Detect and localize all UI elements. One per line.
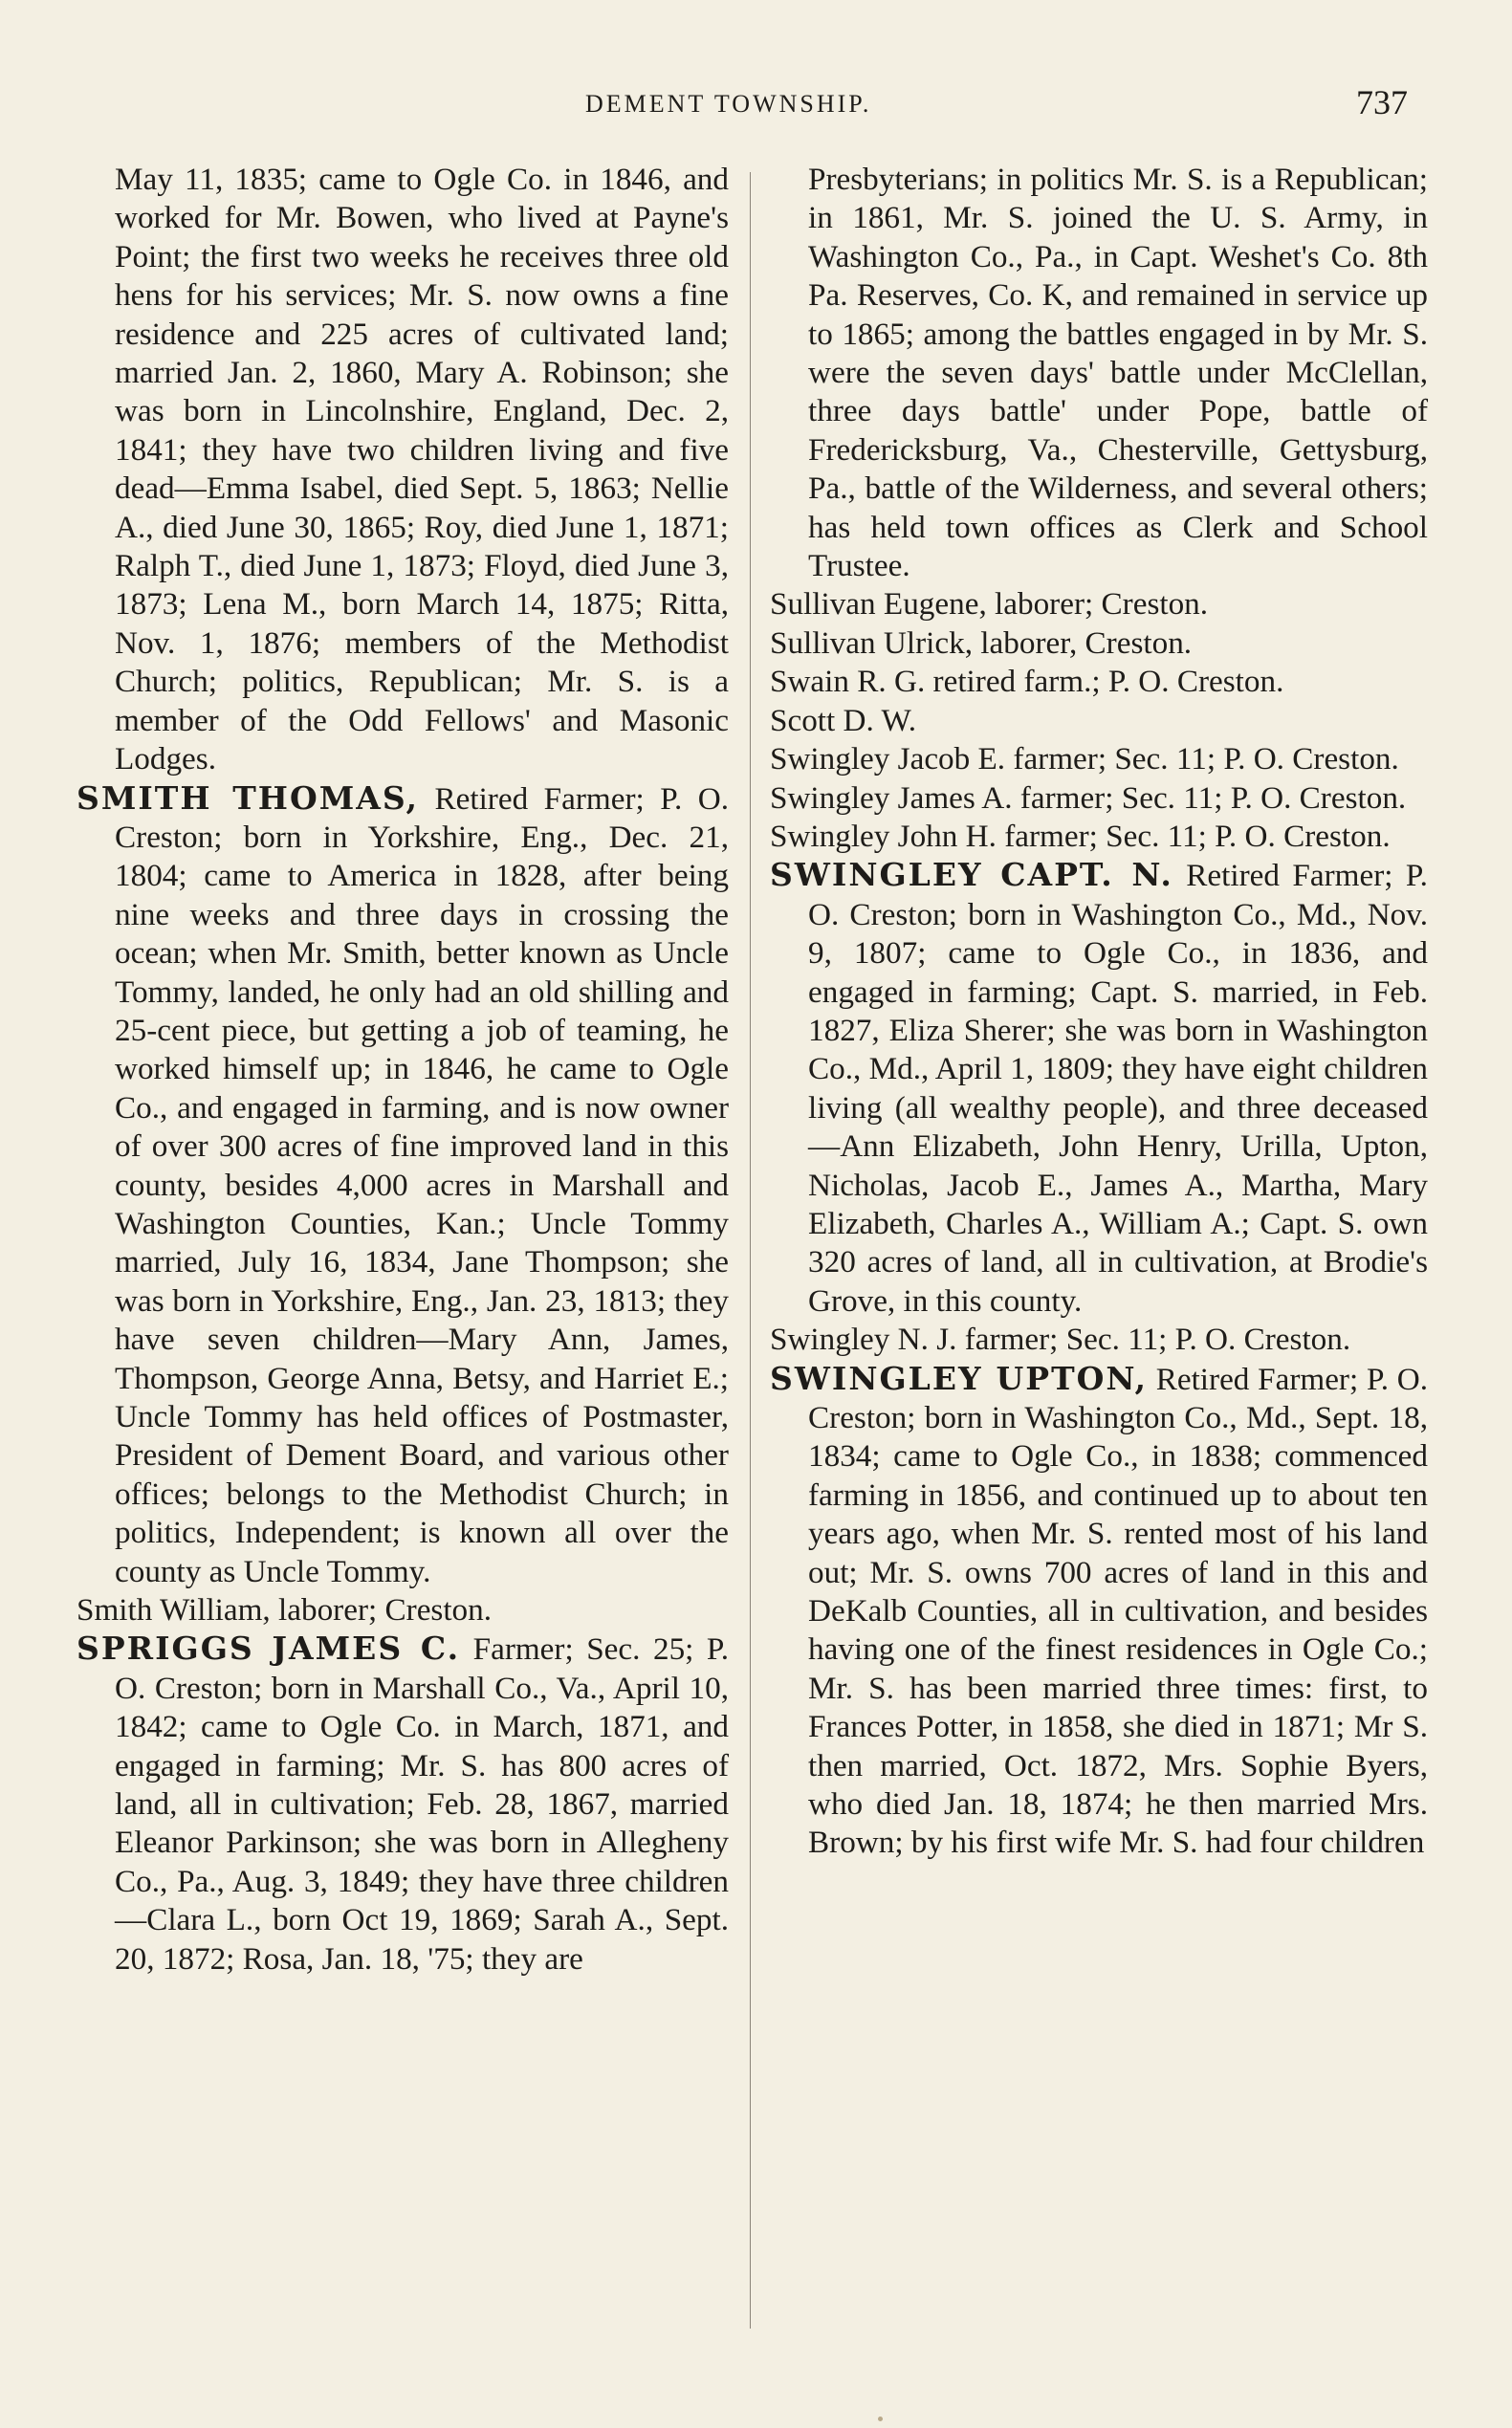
- right-column: [770, 161, 1428, 1863]
- entry-text: Swain R. G. retired farm.; P. O. Creston.: [770, 664, 1284, 700]
- entry-continuation: [770, 161, 1428, 585]
- entry-text: Farmer; Sec. 25; P. O. Creston; born in Marshall Co., Va., April 10, 1842; came to Ogle Co. in March, 1871, and engaged in farming; Mr. S. has 800 acres of land, all in cultivation; Feb. 28, 1867, married Eleanor Parkinson; she was born in Allegheny Co., Pa., Aug. 3, 1849; they have three children—Clara L., born Oct 19, 1869; Sarah A., Sept. 20, 1872; Rosa, Jan. 18, '75; they are: [115, 1631, 729, 1977]
- entry-text: Swingley John H. farmer; Sec. 11; P. O. Creston.: [770, 818, 1391, 854]
- directory-entry: [770, 818, 1428, 856]
- entry-text: May 11, 1835; came to Ogle Co. in 1846, and worked for Mr. Bowen, who lived at Payne's Point; the first two weeks he receives three old hens for his services; Mr. S. now owns a fine residence and 225 acres of cultivated land; married Jan. 2, 1860, Mary A. Robinson; she was born in Lincolnshire, England, Dec. 2, 1841; they have two children living and five dead—Emma Isabel, died Sept. 5, 1863; Nellie A., died June 30, 1865; Roy, died June 1, 1871; Ralph T., died June 1, 1873; Floyd, died June 3, 1873; Lena M., born March 14, 1875; Ritta, Nov. 1, 1876; members of the Methodist Church; politics, Republican; Mr. S. is a member of the Odd Fellows' and Masonic Lodges.: [115, 162, 729, 777]
- column-divider: [750, 172, 751, 2329]
- entry-name: SPRIGGS JAMES C.: [77, 1630, 461, 1668]
- entry-text: Retired Farmer; P. O. Creston; born in Washington Co., Md., Nov. 9, 1807; came to Ogle Co., in 1836, and engaged in farming; Capt. S. married, in Feb. 1827, Eliza Sherer; she was born in Washington Co., Md., April 1, 1809; they have eight children living (all wealthy people), and three deceased—Ann Elizabeth, John Henry, Urilla, Upton, Nicholas, Jacob E., James A., Martha, Mary Elizabeth, Charles A., William A.; Capt. S. own 320 acres of land, all in cultivation, at Brodie's Grove, in this county.: [808, 858, 1428, 1319]
- directory-entry: [770, 624, 1428, 663]
- running-title: DEMENT TOWNSHIP.: [585, 90, 872, 118]
- running-header: [0, 82, 1512, 130]
- directory-entry: [770, 1321, 1428, 1359]
- entry-text: Swingley James A. farmer; Sec. 11; P. O. Creston.: [770, 779, 1407, 816]
- entry-text: Sullivan Ulrick, laborer, Creston.: [770, 624, 1193, 661]
- paper-speck: [878, 2417, 883, 2421]
- page-number: 737: [1356, 83, 1408, 121]
- biography-entry: [77, 1630, 729, 1979]
- left-column: [77, 161, 729, 1979]
- entry-text: Smith William, laborer; Creston.: [77, 1592, 493, 1629]
- directory-entry: [77, 1591, 729, 1630]
- entry-continuation: [77, 161, 729, 779]
- entry-text: Presbyterians; in politics Mr. S. is a Republican; in 1861, Mr. S. joined the U. S. Army, in Washington Co., Pa., in Capt. Weshet's Co. 8th Pa. Reserves, Co. K, and remained in service up to 1865; among the battles engaged in by Mr. S. were the seven days' battle under McClellan, three days battle' under Pope, battle of Fredericksburg, Va., Chesterville, Gettysburg, Pa., battle of the Wilderness, and several others; has held town offices as Clerk and School Trustee.: [808, 162, 1428, 584]
- directory-entry: [770, 663, 1428, 701]
- directory-entry: [770, 702, 1428, 740]
- entry-text: Swingley Jacob E. farmer; Sec. 11; P. O. Creston.: [770, 741, 1399, 777]
- biography-entry: [77, 779, 729, 1592]
- entry-text: Scott D. W.: [770, 702, 917, 738]
- entry-name: SWINGLEY UPTON,: [770, 1359, 1148, 1397]
- entry-name: SWINGLEY CAPT. N.: [770, 856, 1173, 894]
- biography-entry: [770, 856, 1428, 1321]
- entry-text: Retired Farmer; P. O. Creston; born in Washington Co., Md., Sept. 18, 1834; came to Ogle Co., in 1838; commenced farming in 1856, and continued up to about ten years ago, when Mr. S. rented most of his land out; Mr. S. owns 700 acres of land in this and DeKalb Counties, all in cultivation, and besides having one of the finest residences in Ogle Co.; Mr. S. has been married three times: first, to Frances Potter, in 1858, she died in 1871; Mr S. then married, Oct. 1872, Mrs. Sophie Byers, who died Jan. 18, 1874; he then married Mrs. Brown; by his first wife Mr. S. had four children: [808, 1361, 1429, 1861]
- entry-text: Swingley N. J. farmer; Sec. 11; P. O. Creston.: [770, 1322, 1351, 1358]
- entry-name: SMITH THOMAS,: [77, 778, 419, 817]
- directory-entry: [770, 740, 1428, 778]
- directory-entry: [770, 779, 1428, 818]
- entry-text: Retired Farmer; P. O. Creston; born in Yorkshire, Eng., Dec. 21, 1804; came to America in 1828, after being nine weeks and three days in crossing the ocean; when Mr. Smith, better known as Uncle Tommy, landed, he only had an old shilling and 25-cent piece, but getting a job of teaming, he worked himself up; in 1846, he came to Ogle Co., and engaged in farming, and is now owner of over 300 acres of fine improved land in this county, besides 4,000 acres in Marshall and Washington Counties, Kan.; Uncle Tommy married, July 16, 1834, Jane Thompson; she was born in Yorkshire, Eng., Jan. 23, 1813; they have seven children—Mary Ann, James, Thompson, George Anna, Betsy, and Harriet E.; Uncle Tommy has held offices of Postmaster, President of Dement Board, and various other offices; belongs to the Methodist Church; in politics, Independent; is known all over the county as Uncle Tommy.: [115, 780, 730, 1589]
- biography-entry: [770, 1360, 1428, 1863]
- directory-entry: [770, 585, 1428, 623]
- entry-text: Sullivan Eugene, laborer; Creston.: [770, 586, 1209, 623]
